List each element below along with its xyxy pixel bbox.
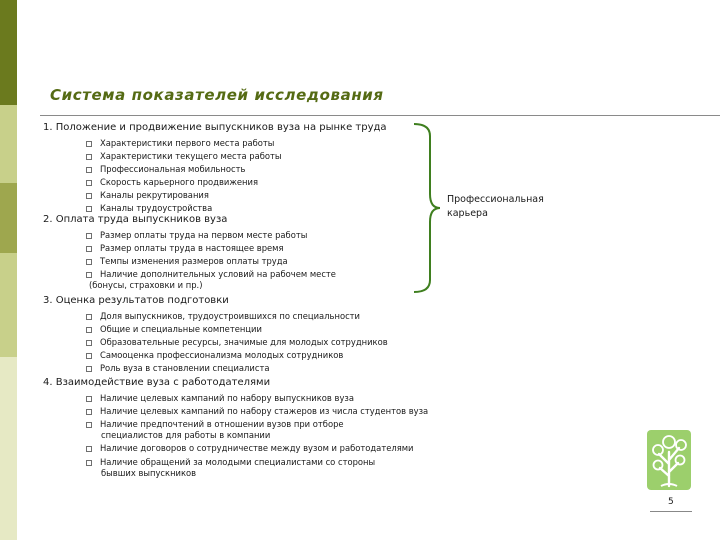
list-item-continuation: бывших выпускников (101, 468, 197, 479)
list-item-text: Характеристики первого места работы (100, 137, 275, 148)
list-item-text: Наличие обращений за молодыми специалистами со стороны (100, 456, 376, 467)
checkbox-bullet-icon (86, 353, 92, 359)
list-item-text: Каналы трудоустройства (100, 203, 213, 213)
list-item (86, 406, 428, 417)
checkbox-bullet-icon (86, 246, 92, 252)
section-heading: 4. Взаимодействие вуза с работодателями (43, 377, 271, 388)
checkbox-bullet-icon (86, 446, 92, 452)
list-item-text: Образовательные ресурсы, значимые для молодых сотрудников (100, 336, 388, 347)
checkbox-bullet-icon (86, 340, 92, 346)
list-item-text: Каналы рекрутирования (100, 189, 209, 200)
checkbox-bullet-icon (86, 422, 92, 428)
career-label (447, 193, 544, 221)
checkbox-bullet-icon (86, 460, 92, 466)
list-item-text: Наличие договоров о сотрудничестве между вузом и работодателями (100, 443, 414, 454)
checkbox-bullet-icon (86, 180, 92, 186)
checkbox-bullet-icon (86, 366, 92, 372)
list-item-text: Характеристики текущего места работы (100, 150, 282, 161)
section-heading: 1. Положение и продвижение выпускников вуза на рынке труда (43, 122, 387, 133)
list-item-text: Общие и специальные компетенции (100, 323, 262, 334)
checkbox-bullet-icon (86, 396, 92, 402)
checkbox-bullet-icon (86, 409, 92, 415)
list-item (86, 457, 375, 468)
list-item-text: Наличие целевых кампаний по набору стажеров из числа студентов вуза (100, 405, 429, 416)
list-item (86, 151, 282, 162)
checkbox-bullet-icon (86, 154, 92, 160)
checkbox-bullet-icon (86, 233, 92, 239)
list-item-continuation: (бонусы, страховки и пр.) (89, 280, 203, 291)
list-item (86, 269, 336, 280)
list-item-continuation: специалистов для работы в компании (101, 430, 271, 441)
side-stripe (0, 0, 17, 540)
checkbox-bullet-icon (86, 193, 92, 199)
list-item-text: Размер оплаты труда в настоящее время (100, 242, 284, 253)
page-number-underline (650, 511, 692, 512)
list-item (86, 164, 245, 175)
list-item (86, 177, 258, 188)
list-item (86, 243, 284, 254)
career-label-line: Профессиональная (447, 194, 544, 205)
checkbox-bullet-icon (86, 314, 92, 320)
title-divider (40, 115, 720, 116)
checkbox-bullet-icon (86, 141, 92, 147)
page-number: 5 (668, 497, 674, 507)
section-heading: 3. Оценка результатов подготовки (43, 295, 229, 306)
list-item-text: Размер оплаты труда на первом месте работы (100, 229, 308, 240)
checkbox-bullet-icon (86, 206, 92, 212)
checkbox-bullet-icon (86, 259, 92, 265)
list-item (86, 203, 212, 214)
career-label-line: карьера (447, 208, 488, 219)
list-item (86, 363, 269, 374)
list-item-text: Темпы изменения размеров оплаты труда (100, 255, 288, 266)
list-item-text: Скорость карьерного продвижения (100, 176, 258, 187)
curly-brace (412, 122, 442, 294)
list-item-text: Самооценка профессионализма молодых сотрудников (100, 349, 344, 360)
checkbox-bullet-icon (86, 167, 92, 173)
checkbox-bullet-icon (86, 327, 92, 333)
list-item-text: Наличие целевых кампаний по набору выпускников вуза (100, 392, 355, 403)
list-item-text: Доля выпускников, трудоустроившихся по специальности (100, 310, 361, 321)
list-item (86, 138, 274, 149)
tree-icon (647, 430, 691, 490)
list-item (86, 324, 262, 335)
list-item (86, 419, 344, 430)
list-item (86, 337, 388, 348)
list-item (86, 350, 343, 361)
list-item (86, 393, 354, 404)
list-item (86, 190, 209, 201)
section-heading: 2. Оплата труда выпускников вуза (43, 214, 228, 225)
list-item (86, 230, 307, 241)
list-item (86, 443, 414, 454)
list-item (86, 256, 288, 267)
list-item (86, 311, 360, 322)
page-title: Система показателей исследования (50, 86, 384, 104)
checkbox-bullet-icon (86, 272, 92, 278)
list-item-text: Наличие дополнительных условий на рабочем месте (100, 268, 336, 279)
list-item-text: Профессиональная мобильность (100, 163, 246, 174)
list-item-text: Наличие предпочтений в отношении вузов при отборе (100, 418, 344, 429)
list-item-text: Роль вуза в становлении специалиста (100, 362, 270, 373)
